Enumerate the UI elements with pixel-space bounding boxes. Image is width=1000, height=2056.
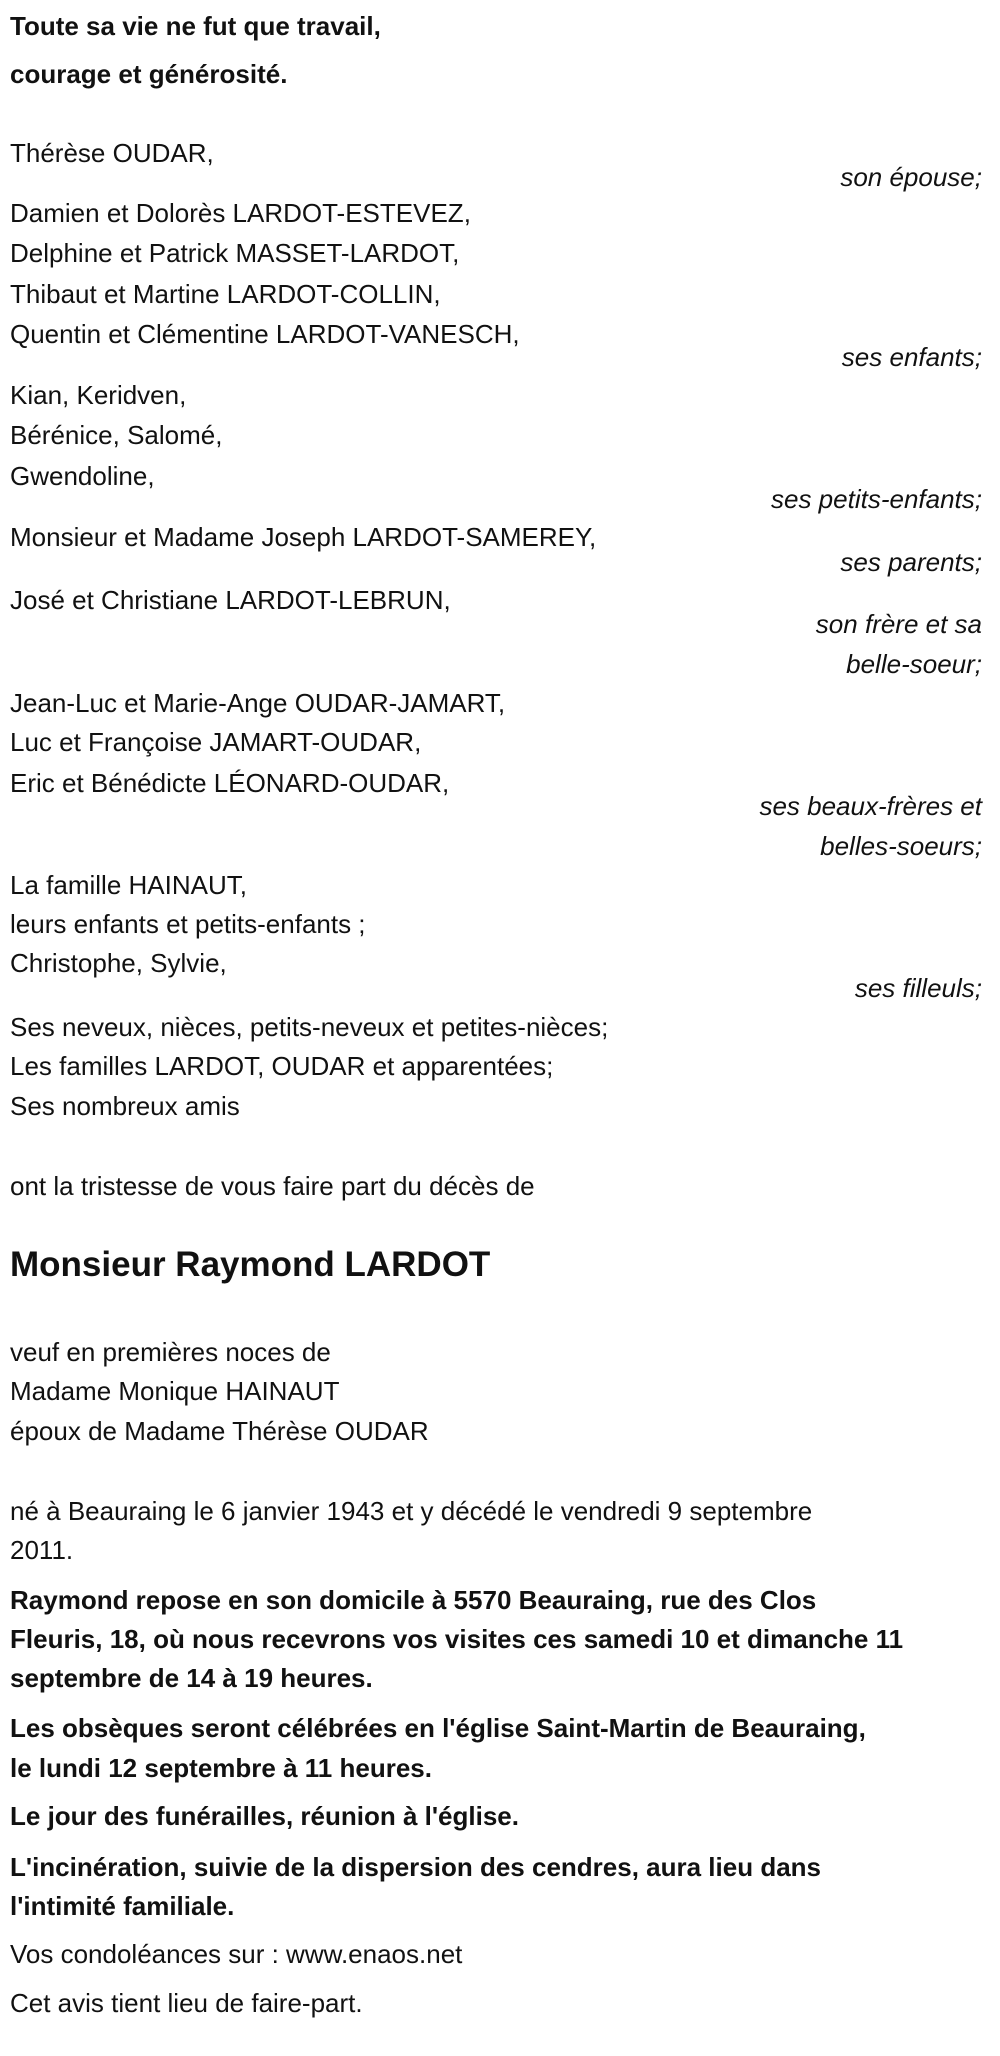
- spouse-role: son épouse;: [840, 162, 982, 192]
- in-laws-role: belles-soeurs;: [820, 831, 982, 861]
- godchild-name: Christophe, Sylvie,: [10, 948, 227, 978]
- child-name: Thibaut et Martine LARDOT-COLLIN,: [10, 279, 441, 309]
- sibling-role: belle-soeur;: [846, 649, 982, 679]
- visitation-line: Raymond repose en son domicile à 5570 Beauraing, rue des Clos: [10, 1585, 817, 1615]
- parents-name: Monsieur et Madame Joseph LARDOT-SAMEREY,: [10, 522, 597, 552]
- marital-line: Madame Monique HAINAUT: [10, 1376, 340, 1406]
- godchildren-role: ses filleuls;: [854, 973, 982, 1003]
- in-law-name: Luc et Françoise JAMART-OUDAR,: [10, 727, 422, 757]
- meeting-line: Le jour des funérailles, réunion à l'église.: [10, 1801, 519, 1831]
- in-law-name: Jean-Luc et Marie-Ange OUDAR-JAMART,: [10, 688, 506, 718]
- visitation-line: septembre de 14 à 19 heures.: [10, 1663, 373, 1693]
- birth-death-line: 2011.: [10, 1535, 74, 1565]
- motto-line: courage et générosité.: [10, 59, 288, 89]
- grandchildren-role: ses petits-enfants;: [771, 484, 982, 514]
- cremation-line: L'incinération, suivie de la dispersion des cendres, aura lieu dans: [10, 1852, 822, 1882]
- child-name: Quentin et Clémentine LARDOT-VANESCH,: [10, 319, 520, 349]
- grandchild-name: Gwendoline,: [10, 461, 155, 491]
- others-line: Les familles LARDOT, OUDAR et apparentées;: [10, 1051, 554, 1081]
- marital-line: époux de Madame Thérèse OUDAR: [10, 1416, 429, 1446]
- grandchild-name: Kian, Keridven,: [10, 380, 187, 410]
- godchild-name: leurs enfants et petits-enfants ;: [10, 909, 366, 939]
- child-name: Damien et Dolorès LARDOT-ESTEVEZ,: [10, 198, 471, 228]
- grandchild-name: Bérénice, Salomé,: [10, 420, 223, 450]
- cremation-line: l'intimité familiale.: [10, 1891, 235, 1921]
- birth-death-line: né à Beauraing le 6 janvier 1943 et y décédé le vendredi 9 septembre: [10, 1496, 813, 1526]
- child-name: Delphine et Patrick MASSET-LARDOT,: [10, 238, 460, 268]
- spouse-name: Thérèse OUDAR,: [10, 138, 214, 168]
- others-line: Ses nombreux amis: [10, 1091, 240, 1121]
- condolences-line: Vos condoléances sur : www.enaos.net: [10, 1939, 463, 1969]
- godchild-name: La famille HAINAUT,: [10, 870, 247, 900]
- motto-line: Toute sa vie ne fut que travail,: [10, 11, 381, 41]
- funeral-line: Les obsèques seront célébrées en l'église Saint-Martin de Beauraing,: [10, 1713, 866, 1743]
- in-law-name: Eric et Bénédicte LÉONARD-OUDAR,: [10, 768, 450, 798]
- sibling-name: José et Christiane LARDOT-LEBRUN,: [10, 585, 451, 615]
- parents-role: ses parents;: [840, 547, 982, 577]
- announcement: ont la tristesse de vous faire part du décès de: [10, 1171, 535, 1201]
- children-role: ses enfants;: [841, 342, 982, 372]
- deceased-name: Monsieur Raymond LARDOT: [10, 1245, 491, 1284]
- others-line: Ses neveux, nièces, petits-neveux et petites-nièces;: [10, 1012, 609, 1042]
- funeral-line: le lundi 12 septembre à 11 heures.: [10, 1753, 432, 1783]
- marital-line: veuf en premières noces de: [10, 1337, 331, 1367]
- notice-line: Cet avis tient lieu de faire-part.: [10, 1988, 363, 2018]
- in-laws-role: ses beaux-frères et: [759, 791, 982, 821]
- visitation-line: Fleuris, 18, où nous recevrons vos visites ces samedi 10 et dimanche 11: [10, 1624, 904, 1654]
- sibling-role: son frère et sa: [815, 609, 982, 639]
